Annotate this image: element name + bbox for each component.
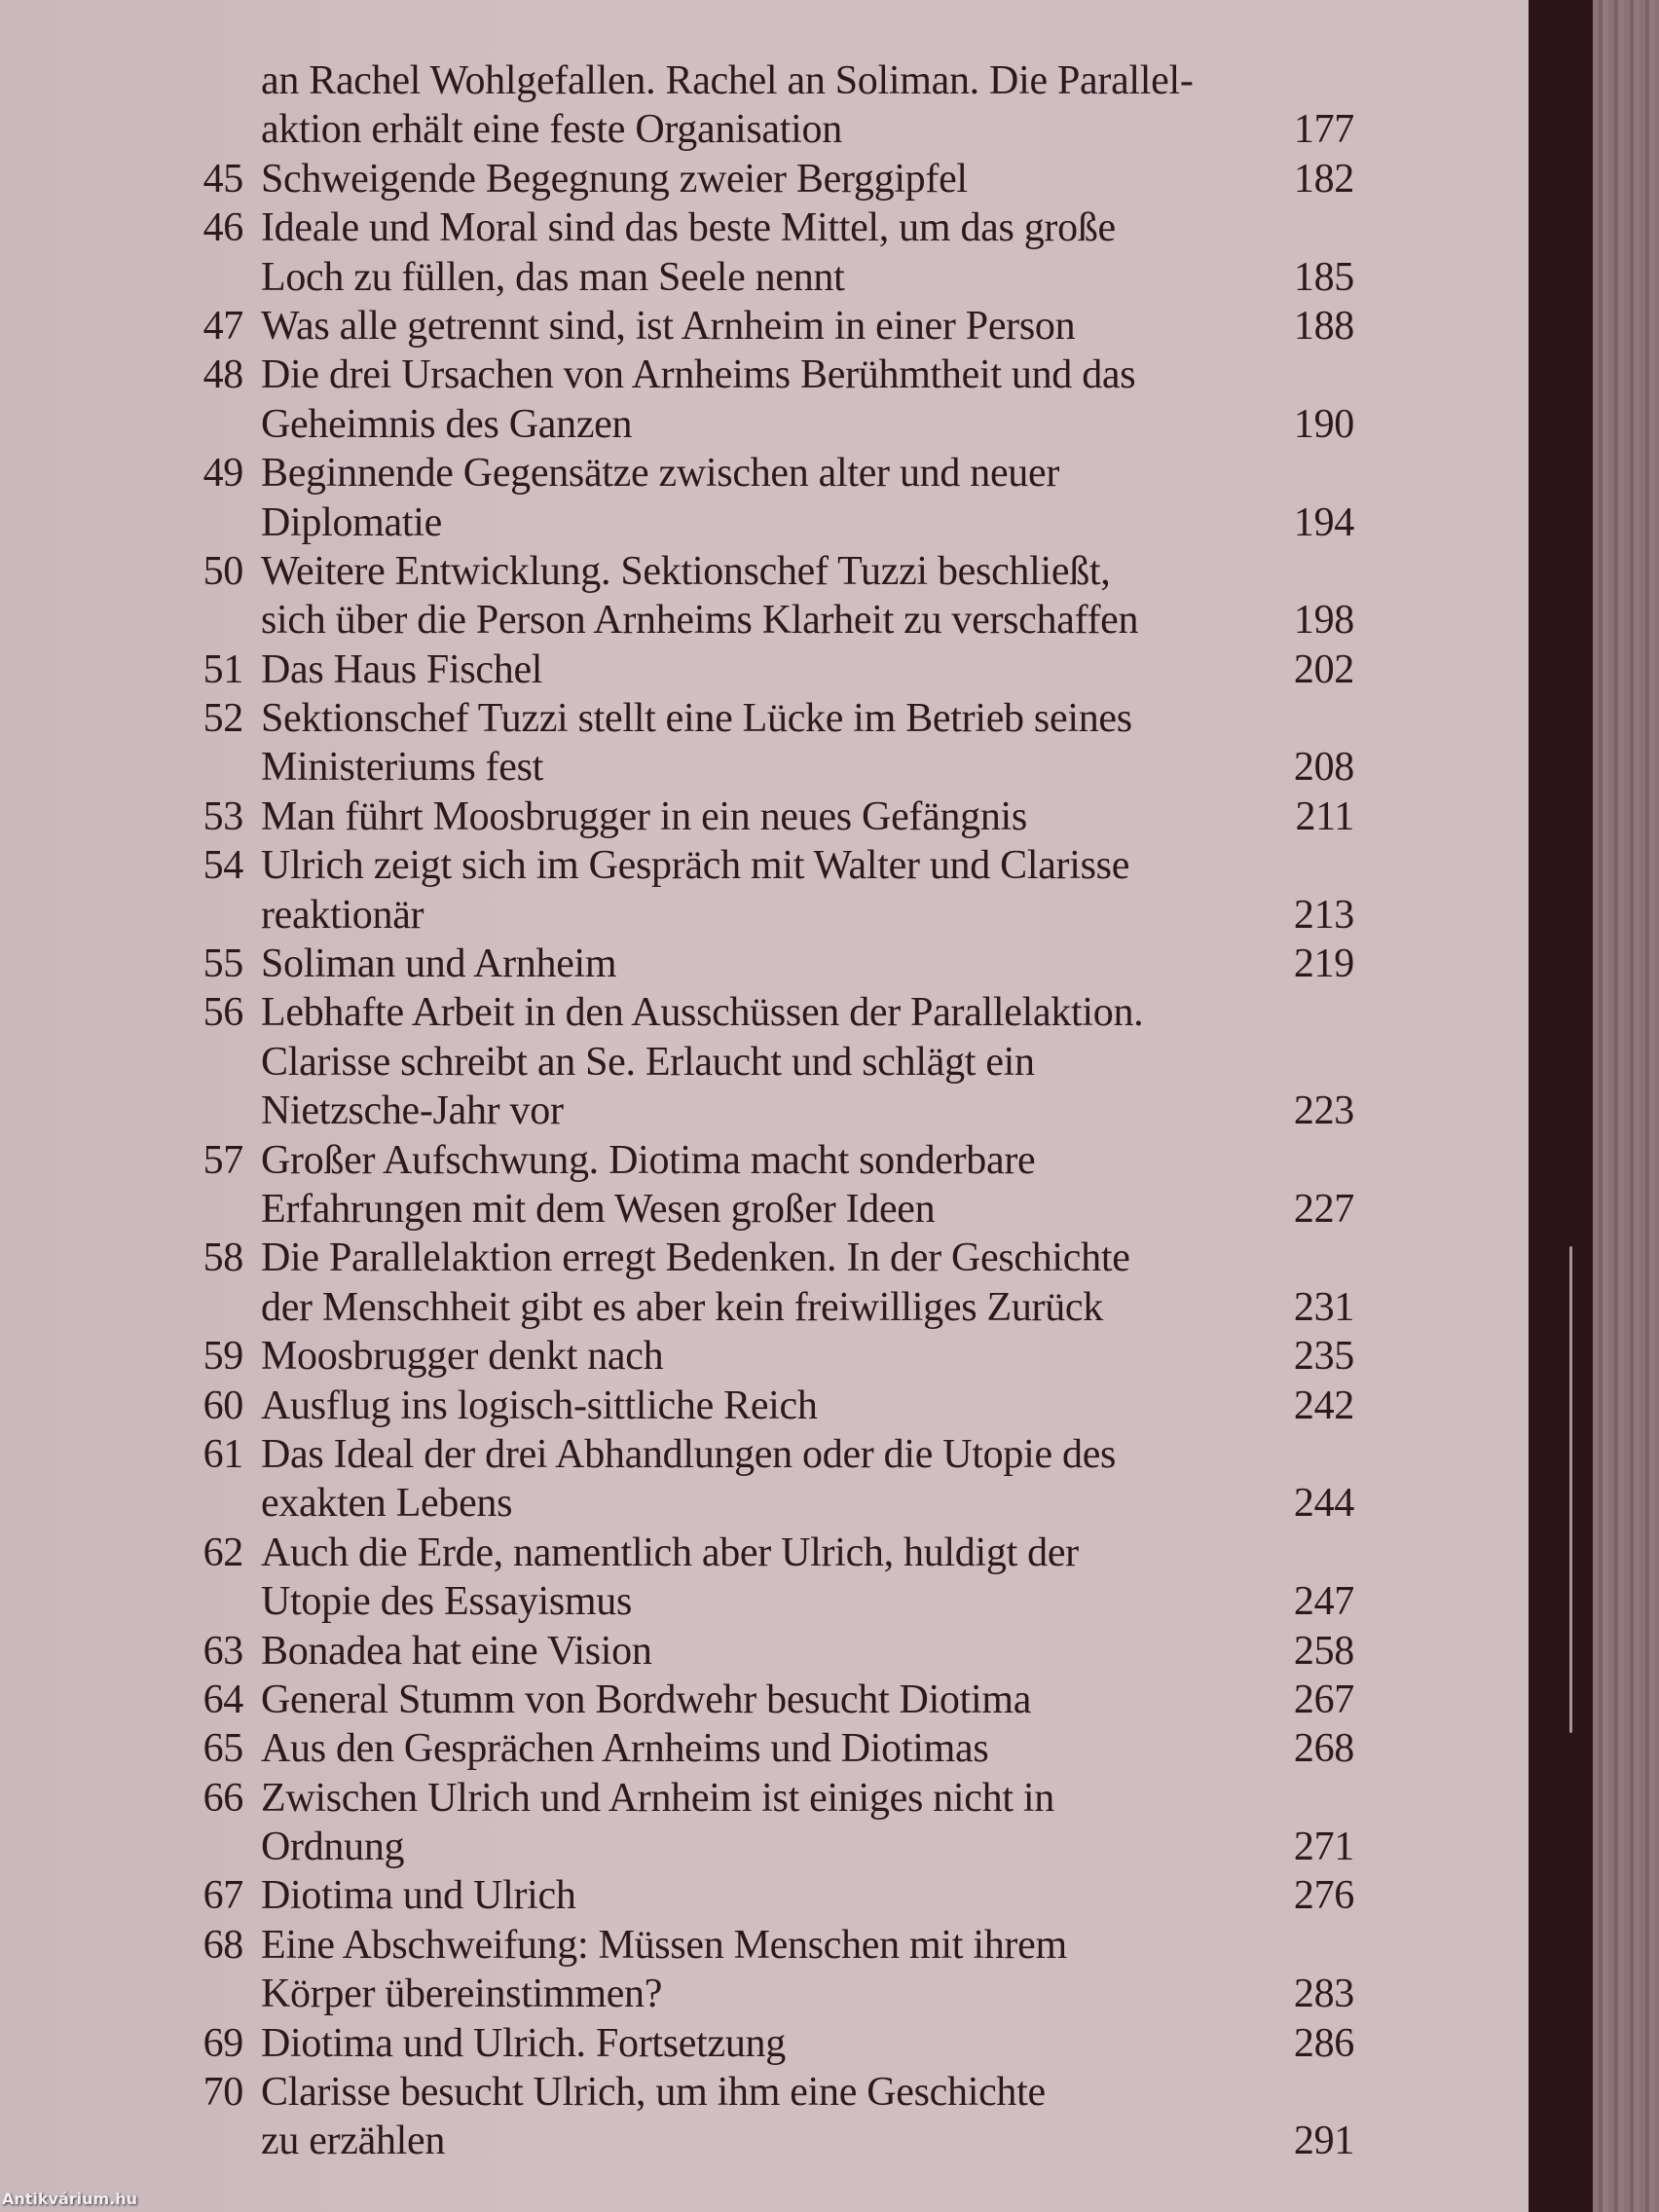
toc-line	[0, 350, 1363, 399]
chapter-title: Diotima und Ulrich. Fortsetzung	[261, 2020, 786, 2066]
page-number: 208	[1293, 745, 1354, 791]
chapter-number: 66	[203, 1775, 243, 1821]
toc-line	[0, 1774, 1363, 1823]
chapter-title: Sektionschef Tuzzi stellt eine Lücke im Betrieb seines	[261, 696, 1132, 742]
toc-line	[0, 1382, 1363, 1430]
table-of-contents	[0, 56, 1363, 2166]
toc-line	[0, 645, 1363, 694]
toc-line	[0, 1234, 1363, 1282]
toc-line	[0, 841, 1363, 890]
chapter-title: Lebhafte Arbeit in den Ausschüssen der Parallelaktion.	[261, 990, 1144, 1036]
chapter-title: reaktionär	[261, 892, 424, 938]
book-cover-edge	[1529, 0, 1593, 2212]
toc-line	[0, 1970, 1363, 2018]
toc-line	[0, 2117, 1363, 2165]
chapter-title: Schweigende Begegnung zweier Berggipfel	[261, 156, 968, 202]
page-number: 211	[1295, 793, 1354, 839]
chapter-number: 45	[203, 156, 243, 202]
watermark: Antikvárium.hu	[2, 2190, 138, 2208]
toc-line	[0, 547, 1363, 596]
toc-line	[0, 988, 1363, 1037]
chapter-title: Clarisse besucht Ulrich, um ihm eine Geschichte	[261, 2070, 1046, 2116]
toc-line	[0, 400, 1363, 449]
chapter-title: Das Haus Fischel	[261, 646, 543, 692]
toc-line	[0, 1627, 1363, 1676]
chapter-title: Das Ideal der drei Abhandlungen oder die Utopie des	[261, 1431, 1117, 1477]
page-number: 177	[1293, 107, 1354, 153]
page-number: 268	[1293, 1726, 1354, 1772]
page-number: 194	[1293, 499, 1354, 545]
chapter-number: 64	[203, 1677, 243, 1722]
toc-line	[0, 1529, 1363, 1577]
toc-line	[0, 1283, 1363, 1332]
chapter-title: aktion erhält eine feste Organisation	[261, 107, 842, 153]
toc-line	[0, 1430, 1363, 1479]
toc-line	[0, 105, 1363, 154]
chapter-number: 51	[203, 646, 243, 692]
chapter-title: Ideale und Moral sind das beste Mittel, um das große	[261, 205, 1116, 251]
toc-line	[0, 302, 1363, 350]
toc-line	[0, 891, 1363, 940]
chapter-title: sich über die Person Arnheims Klarheit zu verschaffen	[261, 598, 1139, 644]
chapter-title: Clarisse schreibt an Se. Erlaucht und schlägt ein	[261, 1039, 1035, 1085]
chapter-title: Großer Aufschwung. Diotima macht sonderbare	[261, 1137, 1036, 1183]
toc-line	[0, 1332, 1363, 1381]
page-number: 223	[1293, 1088, 1354, 1134]
chapter-title: an Rachel Wohlgefallen. Rachel an Soliman. Die Parallel-	[261, 58, 1194, 103]
chapter-title: General Stumm von Bordwehr besucht Diotima	[261, 1677, 1032, 1722]
toc-line	[0, 1921, 1363, 1970]
chapter-number: 63	[203, 1628, 243, 1674]
chapter-number: 69	[203, 2020, 243, 2066]
chapter-number: 65	[203, 1726, 243, 1772]
page-number: 247	[1293, 1579, 1354, 1625]
chapter-title: Zwischen Ulrich und Arnheim ist einiges nicht in	[261, 1775, 1054, 1821]
page-number: 231	[1293, 1284, 1354, 1330]
chapter-number: 60	[203, 1382, 243, 1428]
chapter-title: Moosbrugger denkt nach	[261, 1334, 664, 1380]
page-number: 188	[1293, 303, 1354, 349]
page-number: 227	[1293, 1186, 1354, 1232]
page-number: 267	[1293, 1677, 1354, 1722]
toc-line	[0, 596, 1363, 645]
wood-background	[1593, 0, 1659, 2212]
chapter-number: 46	[203, 205, 243, 251]
chapter-title: Bonadea hat eine Vision	[261, 1628, 652, 1674]
page-number: 258	[1293, 1628, 1354, 1674]
toc-line	[0, 1676, 1363, 1724]
page-number: 242	[1293, 1382, 1354, 1428]
page-number: 198	[1293, 598, 1354, 644]
toc-line	[0, 56, 1363, 105]
chapter-title: Die Parallelaktion erregt Bedenken. In der Geschichte	[261, 1235, 1130, 1281]
toc-line	[0, 940, 1363, 988]
chapter-number: 56	[203, 990, 243, 1036]
chapter-number: 47	[203, 303, 243, 349]
toc-line	[0, 793, 1363, 841]
chapter-title: Man führt Moosbrugger in ein neues Gefängnis	[261, 793, 1027, 839]
chapter-title: Ordnung	[261, 1825, 405, 1870]
chapter-title: Nietzsche-Jahr vor	[261, 1088, 564, 1134]
toc-line	[0, 498, 1363, 547]
chapter-number: 52	[203, 696, 243, 742]
chapter-title: Utopie des Essayismus	[261, 1579, 633, 1625]
chapter-title: Weitere Entwicklung. Sektionschef Tuzzi beschließt,	[261, 548, 1111, 594]
chapter-number: 55	[203, 941, 243, 987]
chapter-number: 54	[203, 843, 243, 889]
page-number: 202	[1293, 646, 1354, 692]
chapter-title: Aus den Gesprächen Arnheims und Diotimas	[261, 1726, 989, 1772]
toc-line	[0, 694, 1363, 743]
toc-line	[0, 1823, 1363, 1871]
page-number: 244	[1293, 1481, 1354, 1527]
page-number: 213	[1293, 892, 1354, 938]
chapter-number: 50	[203, 548, 243, 594]
chapter-title: Erfahrungen mit dem Wesen großer Ideen	[261, 1186, 936, 1232]
chapter-title: exakten Lebens	[261, 1481, 513, 1527]
chapter-number: 61	[203, 1431, 243, 1477]
toc-line	[0, 1577, 1363, 1626]
chapter-title: der Menschheit gibt es aber kein freiwilliges Zurück	[261, 1284, 1103, 1330]
cover-crack	[1569, 1246, 1572, 1733]
chapter-title: Ulrich zeigt sich im Gespräch mit Walter und Clarisse	[261, 843, 1130, 889]
toc-line	[0, 1185, 1363, 1234]
page-number: 271	[1293, 1825, 1354, 1870]
chapter-title: Auch die Erde, namentlich aber Ulrich, huldigt der	[261, 1530, 1079, 1575]
toc-line	[0, 449, 1363, 498]
page-number: 185	[1293, 254, 1354, 300]
chapter-title: Geheimnis des Ganzen	[261, 401, 633, 447]
toc-line	[0, 253, 1363, 302]
chapter-number: 67	[203, 1873, 243, 1919]
chapter-number: 62	[203, 1530, 243, 1575]
chapter-title: Was alle getrennt sind, ist Arnheim in einer Person	[261, 303, 1076, 349]
toc-line	[0, 1479, 1363, 1528]
chapter-title: Diplomatie	[261, 499, 442, 545]
page-number: 276	[1293, 1873, 1354, 1919]
chapter-number: 49	[203, 451, 243, 497]
chapter-title: Die drei Ursachen von Arnheims Berühmtheit und das	[261, 352, 1136, 398]
chapter-number: 70	[203, 2070, 243, 2116]
page-number: 190	[1293, 401, 1354, 447]
chapter-number: 59	[203, 1334, 243, 1380]
chapter-title: zu erzählen	[261, 2119, 446, 2164]
chapter-title: Loch zu füllen, das man Seele nennt	[261, 254, 845, 300]
page-number: 286	[1293, 2020, 1354, 2066]
chapter-title: Diotima und Ulrich	[261, 1873, 576, 1919]
chapter-number: 53	[203, 793, 243, 839]
chapter-number: 58	[203, 1235, 243, 1281]
toc-line	[0, 743, 1363, 792]
chapter-title: Eine Abschweifung: Müssen Menschen mit ihrem	[261, 1922, 1067, 1968]
toc-line	[0, 1871, 1363, 1920]
chapter-title: Ausflug ins logisch-sittliche Reich	[261, 1382, 818, 1428]
chapter-number: 48	[203, 352, 243, 398]
chapter-title: Beginnende Gegensätze zwischen alter und neuer	[261, 451, 1060, 497]
toc-line	[0, 1136, 1363, 1185]
toc-line	[0, 2068, 1363, 2117]
toc-line	[0, 155, 1363, 203]
chapter-title: Körper übereinstimmen?	[261, 1972, 663, 2017]
page-number: 182	[1293, 156, 1354, 202]
page-number: 291	[1293, 2119, 1354, 2164]
toc-line	[0, 1038, 1363, 1087]
toc-line	[0, 203, 1363, 252]
chapter-number: 57	[203, 1137, 243, 1183]
toc-line	[0, 1087, 1363, 1135]
page-number: 235	[1293, 1334, 1354, 1380]
toc-line	[0, 2019, 1363, 2068]
page-number: 283	[1293, 1972, 1354, 2017]
chapter-title: Ministeriums fest	[261, 745, 544, 791]
chapter-title: Soliman und Arnheim	[261, 941, 617, 987]
chapter-number: 68	[203, 1922, 243, 1968]
toc-line	[0, 1724, 1363, 1773]
page-number: 219	[1293, 941, 1354, 987]
